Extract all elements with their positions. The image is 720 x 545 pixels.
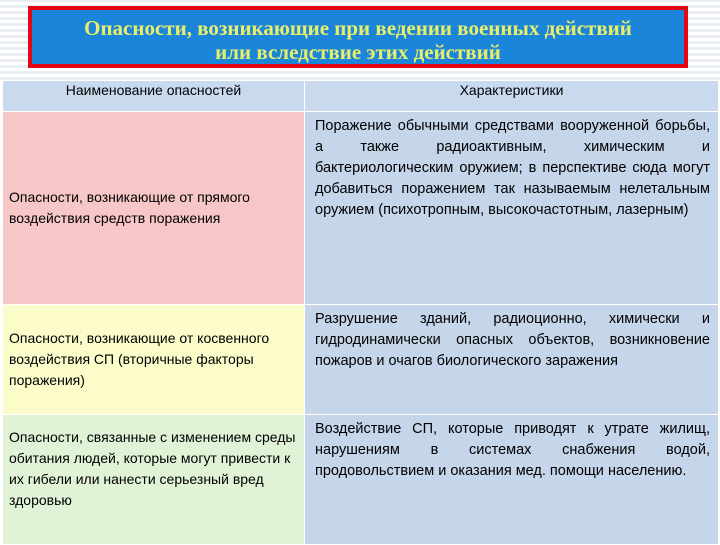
- slide-title: [28, 6, 688, 68]
- hazards-table: [2, 80, 719, 545]
- table-header-row: [3, 81, 719, 112]
- hazard-description-cell: Разрушение зданий, радиоционно, химически и гидродинамически опасных объектов, возникновение пожаров и очагов биологического заражения: [305, 305, 719, 415]
- hazard-name-cell: Опасности, возникающие от косвенного воздействия СП (вторичные факторы поражения): [3, 305, 305, 415]
- slide-title-line2: или вследствие этих действий: [215, 40, 501, 64]
- table-row: [3, 415, 719, 545]
- header-hazard-name: Наименование опасностей: [3, 81, 305, 112]
- slide-title-line1: Опасности, возникающие при ведении военных действий: [84, 16, 632, 40]
- hazard-name-cell: Опасности, возникающие от прямого воздействия средств поражения: [3, 112, 305, 305]
- table-row: [3, 112, 719, 305]
- hazard-name-cell: Опасности, связанные с изменением среды обитания людей, которые могут привести к их гибели или нанести серьезный вред здоровью: [3, 415, 305, 545]
- table-row: [3, 305, 719, 415]
- header-characteristics: Характеристики: [305, 81, 719, 112]
- hazard-description-cell: Поражение обычными средствами вооруженной борьбы, а также радиоактивным, химическим и бактериологическим оружием; в перспективе сюда могут добавиться поражением так называемым нелетальным оружием (психотропным, высокочастотным, лазерным): [305, 112, 719, 305]
- hazard-description-cell: Воздействие СП, которые приводят к утрате жилищ, нарушениям в системах снабжения водой, продовольствием и оказания мед. помощи населению.: [305, 415, 719, 545]
